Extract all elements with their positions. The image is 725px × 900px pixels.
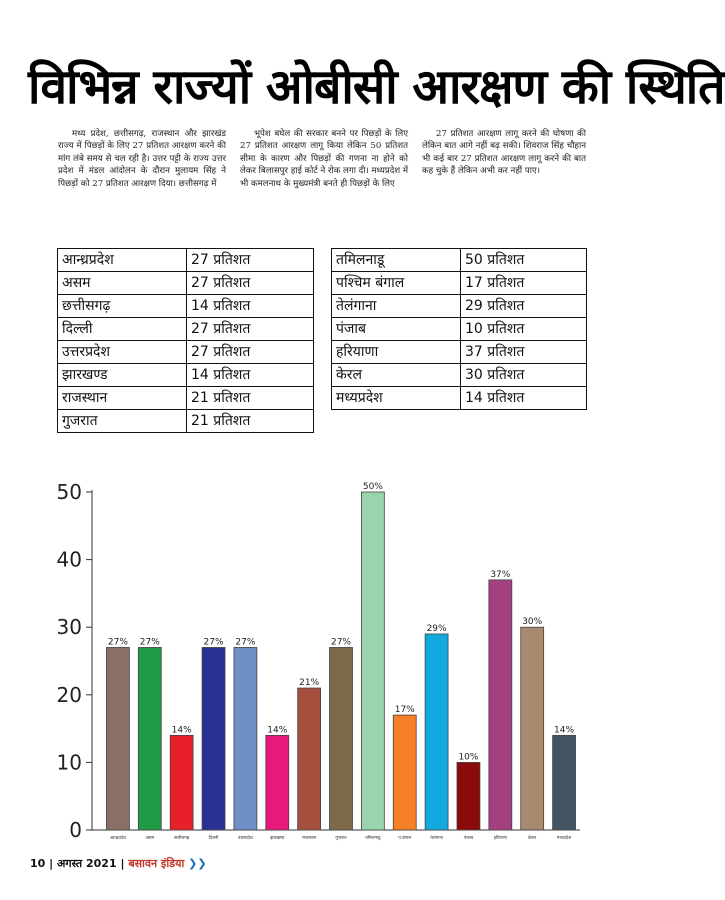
bar [106, 647, 129, 830]
table-row [58, 272, 314, 295]
category-label: प.बंगाल [398, 836, 412, 841]
table-row [58, 387, 314, 410]
state-name: दिल्ली [58, 318, 187, 341]
bar-data-label: 37% [490, 569, 511, 580]
table-row [58, 341, 314, 364]
y-tick-label: 0 [69, 818, 82, 842]
category-label: गुजरात [335, 836, 347, 841]
table-row [58, 249, 314, 272]
reservation-rate: 27 प्रतिशत [187, 318, 314, 341]
state-name: तमिलनाडू [332, 249, 461, 272]
bar-data-label: 27% [139, 637, 160, 648]
y-tick-label: 10 [56, 750, 82, 775]
reservation-table-left [57, 248, 314, 433]
bar [521, 627, 544, 830]
y-tick-label: 50 [56, 480, 82, 504]
category-label: असम [145, 836, 155, 841]
category-label: तमिलनाडू [365, 836, 381, 841]
state-name: तेलंगाना [332, 295, 461, 318]
bar-data-label: 14% [171, 725, 192, 736]
body-column-2 [240, 128, 408, 190]
reservation-rate: 14 प्रतिशत [461, 387, 587, 410]
bar [489, 580, 512, 830]
bar [138, 647, 161, 830]
bar-data-label: 27% [107, 637, 128, 648]
category-label: तेलंगाना [430, 836, 443, 841]
state-name: हरियाणा [332, 341, 461, 364]
category-label: आन्ध्रप्रदेश [109, 836, 127, 841]
bar-data-label: 50% [362, 482, 383, 492]
body-text: 27 प्रतिशत आरक्षण लागू करने की घोषणा की लेकिन बात आगे नहीं बढ़ सकी। शिवराज सिंह चौहान भी कई बार 27 प्रतिशत आरक्षण लागू करने की बात कह चुके हैं लेकिन अभी कर नहीं पाए। [422, 129, 586, 177]
bar [553, 735, 576, 830]
table-row [332, 272, 587, 295]
table-row [332, 249, 587, 272]
reservation-rate: 21 प्रतिशत [187, 410, 314, 433]
category-label: पंजाब [463, 836, 474, 841]
bar [266, 735, 289, 830]
table-row [332, 318, 587, 341]
reservation-rate: 10 प्रतिशत [461, 318, 587, 341]
state-name: केरल [332, 364, 461, 387]
table-row [332, 341, 587, 364]
reservation-rate: 29 प्रतिशत [461, 295, 587, 318]
state-name: छत्तीसगढ़ [58, 295, 187, 318]
bar [425, 634, 448, 830]
bar [234, 647, 257, 830]
page-number: 10 [30, 857, 46, 870]
y-tick-label: 20 [56, 682, 82, 707]
bar-data-label: 27% [330, 637, 352, 648]
bar-data-label: 14% [267, 725, 288, 736]
bar [298, 688, 321, 830]
bar [170, 735, 193, 830]
bar-data-label: 17% [394, 705, 415, 716]
bar [330, 647, 353, 830]
reservation-rate: 30 प्रतिशत [461, 364, 587, 387]
body-column-1 [58, 128, 226, 190]
table-row [58, 295, 314, 318]
body-text: भूपेश बघेल की सरकार बनने पर पिछड़ों के लिए 27 प्रतिशत आरक्षण लागू किया लेकिन 50 प्रतिशत सीमा के कारण और पिछड़ों की गणना ना होने को लेकर बिलासपुर हाई कोर्ट ने रोक लगा दी। मध्यप्रदेश में भी कमलनाथ के मुख्यमंत्री बनते ही पिछड़ों के लिए [240, 129, 408, 189]
reservation-rate: 14 प्रतिशत [187, 364, 314, 387]
bar-data-label: 27% [235, 637, 256, 648]
reservation-bar-chart [50, 470, 590, 850]
bar-data-label: 10% [458, 752, 479, 763]
chevron-right-icon: ❯❯ [188, 857, 207, 870]
bar-data-label: 21% [299, 678, 320, 689]
reservation-rate: 14 प्रतिशत [187, 295, 314, 318]
page-footer [30, 856, 207, 871]
reservation-rate: 21 प्रतिशत [187, 387, 314, 410]
reservation-rate: 50 प्रतिशत [461, 249, 587, 272]
state-name: पश्चिम बंगाल [332, 272, 461, 295]
headline: विभिन्न राज्यों ओबीसी आरक्षण की स्थिति [28, 59, 725, 115]
table-row [332, 387, 587, 410]
body-column-3 [422, 128, 586, 178]
magazine-brand: बसावन इंडिया [128, 857, 185, 870]
state-name: असम [58, 272, 187, 295]
category-label: झारखण्ड [270, 836, 285, 841]
state-name: राजस्थान [58, 387, 187, 410]
state-name: पंजाब [332, 318, 461, 341]
issue-date: अगस्त 2021 [57, 857, 117, 870]
footer-divider: | [120, 857, 129, 870]
bar [202, 647, 225, 830]
reservation-table-right [331, 248, 587, 410]
reservation-rate: 27 प्रतिशत [187, 341, 314, 364]
bar [393, 715, 416, 830]
state-name: आन्ध्रप्रदेश [58, 249, 187, 272]
reservation-rate: 27 प्रतिशत [187, 272, 314, 295]
bar-data-label: 14% [554, 725, 575, 736]
y-tick-label: 40 [56, 547, 82, 572]
table-row [58, 318, 314, 341]
body-text: मध्य प्रदेश, छत्तीसगढ़, राजस्थान और झारखंड राज्य में पिछड़ों के लिए 27 प्रतिशत आरक्षण करने की मांग लंबे समय से चल रही है। उत्तर पट्टी के राज्य उत्तर प्रदेश में मंडल आंदोलन के दौरान मुलायम सिंह ने पिछड़ों को 27 प्रतिशत आरक्षण दिया। छत्तीसगढ़ में [58, 129, 226, 189]
bar-data-label: 30% [522, 617, 543, 628]
y-tick-label: 30 [56, 615, 82, 640]
table-row [332, 295, 587, 318]
state-name: झारखण्ड [58, 364, 187, 387]
reservation-rate: 27 प्रतिशत [187, 249, 314, 272]
category-label: केरल [528, 836, 537, 841]
table-row [58, 410, 314, 433]
table-row [58, 364, 314, 387]
category-label: मध्यप्रदेश [556, 836, 572, 841]
state-name: मध्यप्रदेश [332, 387, 461, 410]
bar-data-label: 29% [426, 623, 447, 634]
state-name: उत्तरप्रदेश [58, 341, 187, 364]
category-label: राजस्थान [302, 836, 317, 841]
bar [361, 492, 384, 830]
bar [457, 762, 480, 830]
table-row [332, 364, 587, 387]
reservation-rate: 37 प्रतिशत [461, 341, 587, 364]
bar-data-label: 27% [203, 637, 224, 648]
category-label: दिल्ली [208, 836, 219, 841]
category-label: उत्तरप्रदेश [237, 836, 253, 841]
category-label: छत्तीसगढ़ [174, 836, 190, 841]
reservation-rate: 17 प्रतिशत [461, 272, 587, 295]
footer-divider: | [49, 857, 58, 870]
category-label: हरियाणा [493, 836, 507, 841]
state-name: गुजरात [58, 410, 187, 433]
